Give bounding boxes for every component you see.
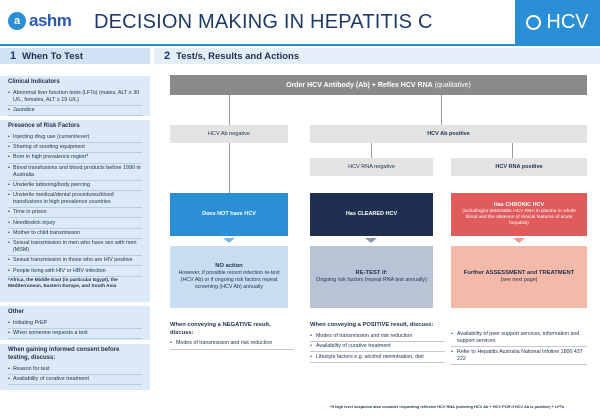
arrow-down-icon (223, 238, 235, 243)
list-item: • Availability of curative treatment (8, 375, 142, 385)
label-ab-negative: HCV Ab negative (170, 125, 288, 143)
ashm-logo (8, 10, 71, 32)
clinical-title: Clinical Indicators (8, 79, 60, 85)
section-number: 2 (164, 50, 171, 62)
list-item: • Time in prison (8, 208, 142, 218)
section-number: 1 (10, 50, 17, 62)
logo-mark-icon: a (8, 12, 26, 30)
header-divider (0, 44, 600, 46)
header (0, 0, 600, 44)
list-item: • Availability of peer support services, information and support services (451, 330, 587, 347)
list-item: • Unsterile tattooing/body piercing (8, 181, 142, 191)
result-label: Has CHRONIC HCV (493, 201, 545, 208)
discuss-negative (170, 322, 294, 350)
list-item: • When someone requests a test (8, 329, 142, 339)
section-tests-results (154, 48, 600, 64)
connector (441, 95, 442, 125)
ring-icon (526, 15, 541, 30)
connector (229, 143, 230, 193)
list-item: • Blood transfusions and blood products before 1990 in Australia (8, 164, 142, 181)
label-ab-positive: HCV Ab positive (310, 125, 587, 143)
result-not-have-hcv (170, 193, 288, 236)
clinical-indicators (0, 76, 150, 116)
list-item: • Modes of transmission and risk reduction (170, 339, 294, 349)
other-indicators (0, 306, 150, 340)
brand-text: HCV (546, 10, 589, 33)
connector (229, 95, 230, 125)
list-item: • Lifestyle factors e.g. alcohol minimisation, diet (310, 352, 445, 362)
list-item: • Reason for test (8, 364, 142, 374)
list-item: • Abnormal liver function tests (LFTs) (males, ALT ≥ 30 U/L, females, ALT ≥ 19 U/L) (8, 89, 142, 106)
order-sub: (qualitative) (434, 81, 471, 89)
result-chronic-hcv (451, 193, 587, 236)
page-title: DECISION MAKING IN HEPATITIS C (94, 11, 433, 33)
order-main: Order HCV Antibody (Ab) + Reflex HCV RNA (286, 81, 433, 89)
result-cleared-hcv (310, 193, 433, 236)
list-item: • Injecting drug use (current/ever) (8, 133, 142, 143)
list-item: • Sexual transmission in those who are HIV positive (8, 256, 142, 266)
list-item: • Refer to Hepatitis Australia National Infoline 1800 437 222 (451, 347, 587, 364)
result-sub: (including/or detectable HCV RNA in plasma or whole blood and the absence of clinical features of acute hepatitis) (462, 208, 576, 227)
discuss-positive (310, 322, 445, 363)
sidebar (0, 66, 150, 418)
logo-text: ashm (29, 11, 72, 30)
list-item: • Availability of curative treatment (310, 342, 445, 352)
risk-factors (0, 120, 150, 302)
arrow-down-icon (365, 238, 377, 243)
arrow-down-icon (513, 238, 525, 243)
discuss-positive-extra (451, 330, 587, 365)
action-title: Further ASSESSMENT and TREATMENT (463, 269, 575, 276)
list-item: • Jaundice (8, 106, 142, 116)
label-rna-positive: HCV RNA positive (451, 158, 587, 176)
order-test-bar (170, 75, 587, 95)
list-item: • Mother to child transmission (8, 229, 142, 239)
list-item: • Born in high prevalence region* (8, 153, 142, 163)
discuss-title: When conveying a POSITIVE result, discuss: (310, 322, 434, 328)
list-item: • Sexual transmission in men who have sex with men (MSM) (8, 239, 142, 256)
list-item: • Sharing of snorting equipment (8, 143, 142, 153)
risk-note: *Africa, the Middle East (in particular Egypt), the Mediterranean, Eastern Europe, and South Asia (8, 277, 118, 289)
section-label: When To Test (22, 50, 83, 62)
other-title: Other (8, 309, 25, 315)
section-label: Test/s, Results and Actions (176, 50, 300, 62)
list-item: • People living with HIV or HBV infection (8, 266, 142, 276)
label-rna-negative: HCV RNA negative (310, 158, 433, 176)
risk-title: Presence of Risk Factors (8, 123, 80, 129)
connector (512, 143, 513, 158)
action-body: However, if possible recent infection re-test (HCV Ab) or if ongoing risk factors repeat screening (HCV Ab) annually (178, 270, 280, 291)
action-body: (see next page) (500, 277, 538, 284)
connector (371, 143, 372, 158)
hcv-brand (515, 0, 600, 44)
action-no-action (170, 246, 288, 308)
section-when-to-test (0, 48, 150, 64)
footnote: *If high level suspicion also consider requesting reflexive HCV RNA (ordering HCV Ab + HCV PCR if HCV Ab is positive) + LFTs (330, 404, 565, 409)
list-item: • Needlestick injury (8, 218, 142, 228)
action-assessment (451, 246, 587, 308)
result-label: Has CLEARED HCV (345, 210, 398, 217)
result-label: Does NOT have HCV (202, 210, 256, 217)
action-body: Ongoing risk factors (repeat RNA test annually) (316, 277, 427, 284)
informed-consent (0, 344, 150, 390)
list-item: • Unsterile medical/dental procedures/blood transfusions in high prevalence countries (8, 191, 142, 208)
action-title: RE-TEST if: (355, 269, 388, 276)
action-retest (310, 246, 433, 308)
list-item: • Initiating PrEP (8, 319, 142, 329)
consent-title: When gaining informed consent before testing, discuss: (8, 347, 120, 361)
discuss-title: When conveying a NEGATIVE result, discuss: (170, 322, 271, 336)
list-item: • Modes of transmission and risk reduction (310, 332, 445, 342)
action-title: NO action (215, 262, 243, 269)
